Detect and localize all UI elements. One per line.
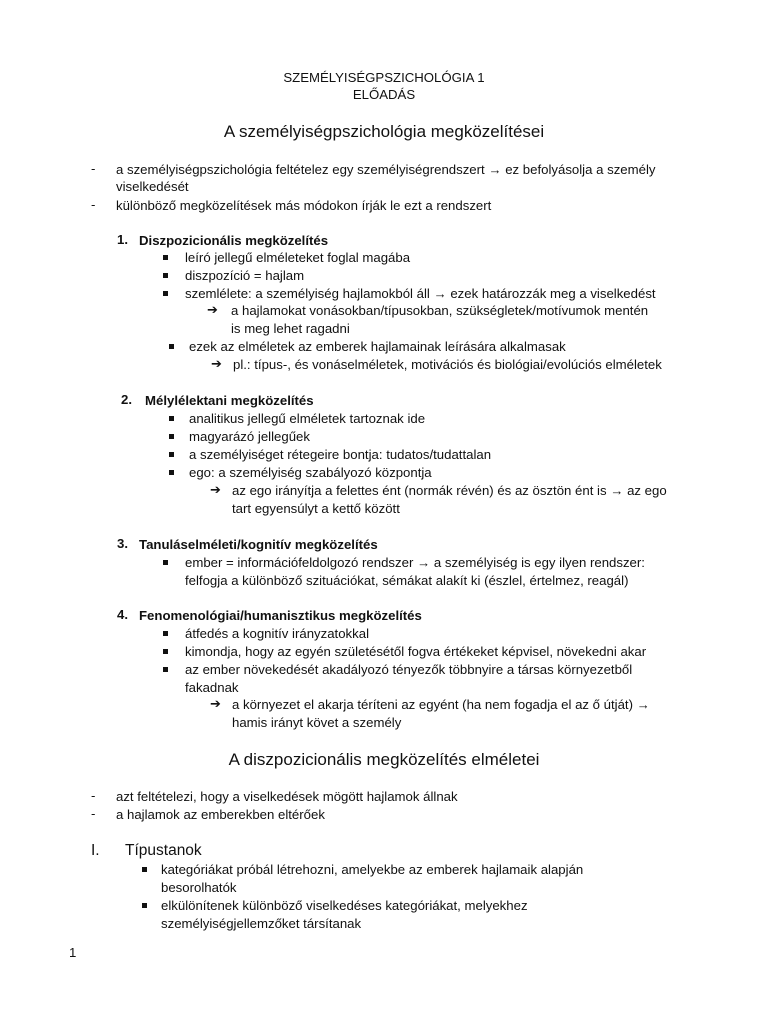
dash-bullet: - — [91, 806, 96, 821]
list-item: a személyiséget rétegeire bontja: tudatos/tudattalan — [189, 447, 492, 462]
intro-bullet-1-cont: viselkedését — [116, 179, 189, 194]
list-item: leíró jellegű elméleteket foglal magába — [185, 250, 411, 265]
list-item: kategóriákat próbál létrehozni, amelyekbe az emberek hajlamaik alapján — [161, 862, 584, 877]
dash-bullet: - — [91, 161, 96, 176]
arrow-right-icon: ➔ — [210, 482, 221, 497]
square-bullet-icon — [163, 649, 168, 654]
section-title-dispositional-theories: A diszpozicionális megközelítés elméletei — [228, 750, 540, 769]
list-subitem: a környezet el akarja téríteni az egyént (ha nem fogadja el az ő útját) → — [232, 697, 650, 712]
intro-bullet-2: különböző megközelítések más módokon írják le ezt a rendszert — [116, 198, 492, 213]
section-number: 2. — [121, 392, 132, 407]
section-title-approaches: A személyiségpszichológia megközelítései — [223, 122, 545, 141]
section-number: 4. — [117, 607, 128, 622]
roman-numeral: I. — [91, 842, 100, 859]
list-subitem-cont: tart egyensúlyt a kettő között — [232, 501, 400, 516]
list-item: szemlélete: a személyiség hajlamokból áll → ezek határozzák meg a viselkedést — [185, 286, 656, 301]
section-heading-depth: Mélylélektani megközelítés — [145, 393, 314, 408]
list-subitem-cont: hamis irányt követ a személy — [232, 715, 402, 730]
subsection-heading-typologies: Típustanok — [125, 842, 202, 859]
list-item-cont: felfogja a különböző szituációkat, sémákat alakít ki (észlel, értelmez, reagál) — [185, 573, 629, 588]
intro-bullet-1: a személyiségpszichológia feltételez egy személyiségrendszert → ez befolyásolja a személy — [116, 162, 656, 177]
list-item: kimondja, hogy az egyén születésétől fogva értékeket képvisel, növekedni akar — [185, 644, 647, 659]
square-bullet-icon — [169, 344, 174, 349]
square-bullet-icon — [169, 452, 174, 457]
list-item: magyarázó jellegűek — [189, 429, 310, 444]
list-item: ezek az elméletek az emberek hajlamainak leírására alkalmasak — [189, 339, 566, 354]
list-subitem: pl.: típus-, és vonáselméletek, motivációs és biológiai/evolúciós elméletek — [233, 357, 662, 372]
square-bullet-icon — [169, 416, 174, 421]
list-item-cont: fakadnak — [185, 680, 239, 695]
section-number: 1. — [117, 232, 128, 247]
intro2-bullet-1: azt feltételezi, hogy a viselkedések mögött hajlamok állnak — [116, 789, 458, 804]
list-item-cont: besorolhatók — [161, 880, 237, 895]
square-bullet-icon — [163, 560, 168, 565]
section-number: 3. — [117, 536, 128, 551]
list-subitem-cont: is meg lehet ragadni — [231, 321, 350, 336]
square-bullet-icon — [169, 434, 174, 439]
list-item: ego: a személyiség szabályozó központja — [189, 465, 432, 480]
list-item: az ember növekedését akadályozó tényezők többnyire a társas környezetből — [185, 662, 633, 677]
arrow-right-icon: ➔ — [211, 356, 222, 371]
arrow-right-icon: ➔ — [210, 696, 221, 711]
list-item: analitikus jellegű elméletek tartoznak ide — [189, 411, 426, 426]
list-item-cont: személyiségjellemzőket társítanak — [161, 916, 362, 931]
intro2-bullet-2: a hajlamok az emberekben eltérőek — [116, 807, 325, 822]
list-item: ember = információfeldolgozó rendszer → a személyiség is egy ilyen rendszer: — [185, 555, 645, 570]
list-item: diszpozíció = hajlam — [185, 268, 305, 283]
square-bullet-icon — [163, 273, 168, 278]
list-subitem: a hajlamokat vonásokban/típusokban, szükségletek/motívumok mentén — [231, 303, 649, 318]
square-bullet-icon — [142, 903, 147, 908]
section-heading-dispositional: Diszpozicionális megközelítés — [139, 233, 329, 248]
square-bullet-icon — [163, 631, 168, 636]
list-subitem: az ego irányítja a felettes ént (normák révén) és az ösztön ént is → az ego — [232, 483, 667, 498]
section-heading-humanistic: Fenomenológiai/humanisztikus megközelítés — [139, 608, 422, 623]
course-title: SZEMÉLYISÉGPSZICHOLÓGIA 1 — [283, 70, 485, 85]
page-number: 1 — [69, 945, 77, 960]
square-bullet-icon — [163, 255, 168, 260]
list-item: átfedés a kognitív irányzatokkal — [185, 626, 369, 641]
lecture-label: ELŐADÁS — [352, 87, 416, 102]
dash-bullet: - — [91, 788, 96, 803]
square-bullet-icon — [169, 470, 174, 475]
list-item: elkülönítenek különböző viselkedéses kategóriákat, melyekhez — [161, 898, 528, 913]
square-bullet-icon — [163, 667, 168, 672]
square-bullet-icon — [142, 867, 147, 872]
section-heading-cognitive: Tanuláselméleti/kognitív megközelítés — [139, 537, 378, 552]
square-bullet-icon — [163, 291, 168, 296]
arrow-right-icon: ➔ — [207, 302, 218, 317]
dash-bullet: - — [91, 197, 96, 212]
